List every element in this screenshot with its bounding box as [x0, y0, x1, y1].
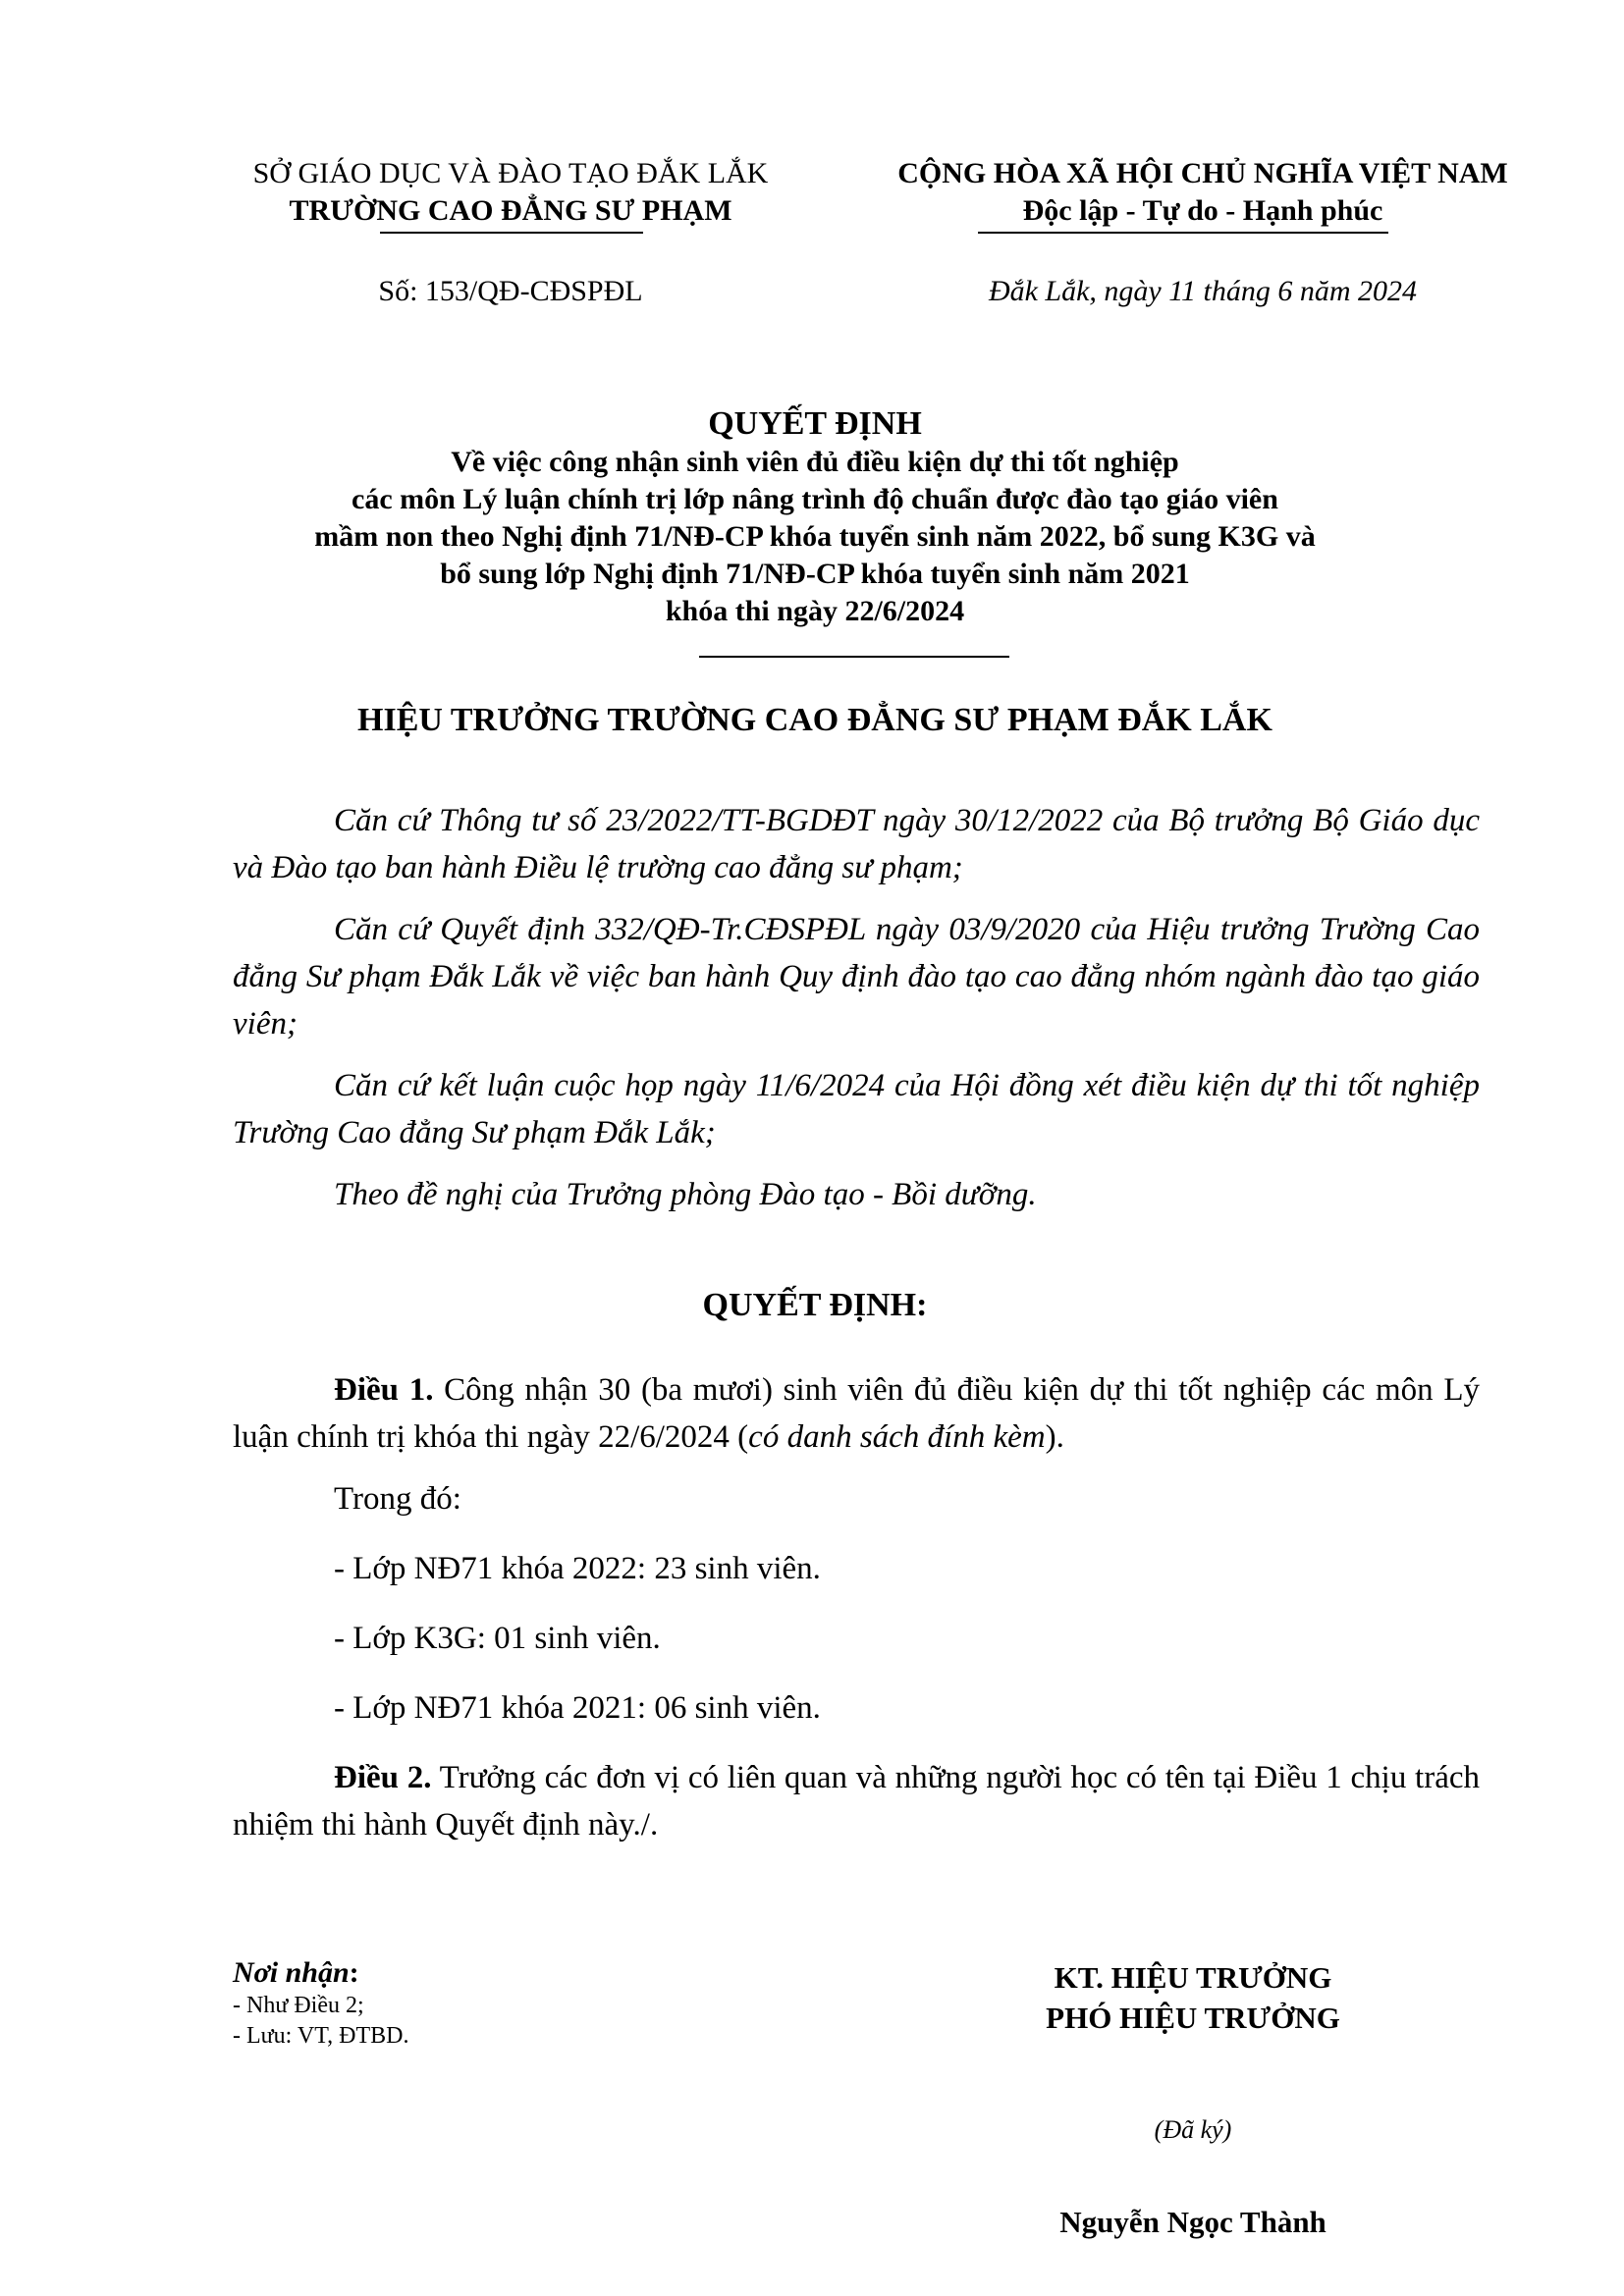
legal-basis: Căn cứ kết luận cuộc họp ngày 11/6/2024 của Hội đồng xét điều kiện dự thi tốt nghiệp Trường Cao đẳng Sư phạm Đắk Lắk;	[233, 1068, 1480, 1150]
article-1-text: Công nhận 30 (ba mươi) sinh viên đủ điều kiện dự thi tốt nghiệp các môn Lý luận chính trị khóa thi ngày 22/6/2024 (	[233, 1372, 1481, 1455]
article-1-label: Điều 1.	[334, 1372, 434, 1408]
breakdown-intro: Trong đó:	[334, 1481, 461, 1517]
article-1-tail: ).	[1045, 1419, 1064, 1455]
legal-basis: Theo đề nghị của Trưởng phòng Đào tạo - Bồi dưỡng.	[334, 1177, 1037, 1212]
article-1	[233, 1366, 1480, 1461]
school-underline	[380, 232, 643, 234]
title-line: Về việc công nhận sinh viên đủ điều kiện dự thi tốt nghiệp	[451, 446, 1179, 478]
signature-block	[967, 1957, 1419, 2038]
article-2-text: Trưởng các đơn vị có liên quan và những người học có tên tại Điều 1 chịu trách nhiệm thi hành Quyết định này./.	[233, 1760, 1480, 1842]
breakdown-item: - Lớp K3G: 01 sinh viên.	[334, 1621, 661, 1656]
document-number: Số: 153/QĐ-CĐSPĐL	[378, 275, 643, 307]
signed-note: (Đã ký)	[1154, 2115, 1232, 2144]
recipients	[233, 1955, 724, 2052]
header-right	[839, 155, 1566, 230]
agency-name: SỞ GIÁO DỤC VÀ ĐÀO TẠO ĐẮK LẮK	[252, 157, 769, 189]
title-underline	[699, 656, 1009, 658]
issuing-authority: HIỆU TRƯỞNG TRƯỜNG CAO ĐẲNG SƯ PHẠM ĐẮK LẮK	[357, 702, 1272, 738]
legal-basis: Căn cứ Quyết định 332/QĐ-Tr.CĐSPĐL ngày 03/9/2020 của Hiệu trưởng Trường Cao đẳng Sư phạm Đắk Lắk về việc ban hành Quy định đào tạo cao đẳng nhóm ngành đào tạo giáo viên;	[233, 912, 1480, 1041]
document-title	[157, 404, 1473, 630]
signer-name: Nguyễn Ngọc Thành	[1059, 2205, 1326, 2239]
national-motto: Độc lập - Tự do - Hạnh phúc	[1022, 194, 1383, 227]
header-left	[216, 155, 805, 230]
recipients-label: Nơi nhận:	[233, 1956, 359, 1989]
title-line: bổ sung lớp Nghị định 71/NĐ-CP khóa tuyển sinh năm 2021	[440, 558, 1190, 590]
title-line: mầm non theo Nghị định 71/NĐ-CP khóa tuyển sinh năm 2022, bổ sung K3G và	[314, 520, 1316, 553]
title-line: khóa thi ngày 22/6/2024	[665, 595, 965, 627]
motto-underline	[978, 232, 1388, 234]
school-name: TRƯỜNG CAO ĐẲNG SƯ PHẠM	[289, 194, 732, 227]
decision-heading: QUYẾT ĐỊNH:	[702, 1287, 928, 1323]
signer-position: PHÓ HIỆU TRƯỞNG	[1046, 2001, 1340, 2035]
title-line: các môn Lý luận chính trị lớp nâng trình độ chuẩn được đào tạo giáo viên	[352, 483, 1278, 515]
attachment-note: có danh sách đính kèm	[748, 1419, 1046, 1455]
breakdown-item: - Lớp NĐ71 khóa 2021: 06 sinh viên.	[334, 1690, 821, 1726]
breakdown-item: - Lớp NĐ71 khóa 2022: 23 sinh viên.	[334, 1551, 821, 1586]
articles	[233, 1366, 1480, 1863]
article-2-label: Điều 2.	[334, 1760, 432, 1795]
issue-date: Đắk Lắk, ngày 11 tháng 6 năm 2024	[988, 275, 1418, 307]
country-name: CỘNG HÒA XÃ HỘI CHỦ NGHĨA VIỆT NAM	[897, 157, 1508, 189]
legal-basis: Căn cứ Thông tư số 23/2022/TT-BGDĐT ngày 30/12/2022 của Bộ trưởng Bộ Giáo dục và Đào tạo ban hành Điều lệ trường cao đẳng sư phạm;	[233, 803, 1480, 885]
article-2	[233, 1754, 1480, 1848]
recipient-item: - Như Điều 2;	[233, 1993, 364, 2018]
recipient-item: - Lưu: VT, ĐTBD.	[233, 2023, 409, 2049]
article-1-breakdown	[233, 1475, 1480, 1732]
title-heading: QUYẾT ĐỊNH	[708, 405, 922, 442]
signer-title: KT. HIỆU TRƯỞNG	[1054, 1960, 1332, 1995]
legal-bases	[233, 797, 1480, 1233]
